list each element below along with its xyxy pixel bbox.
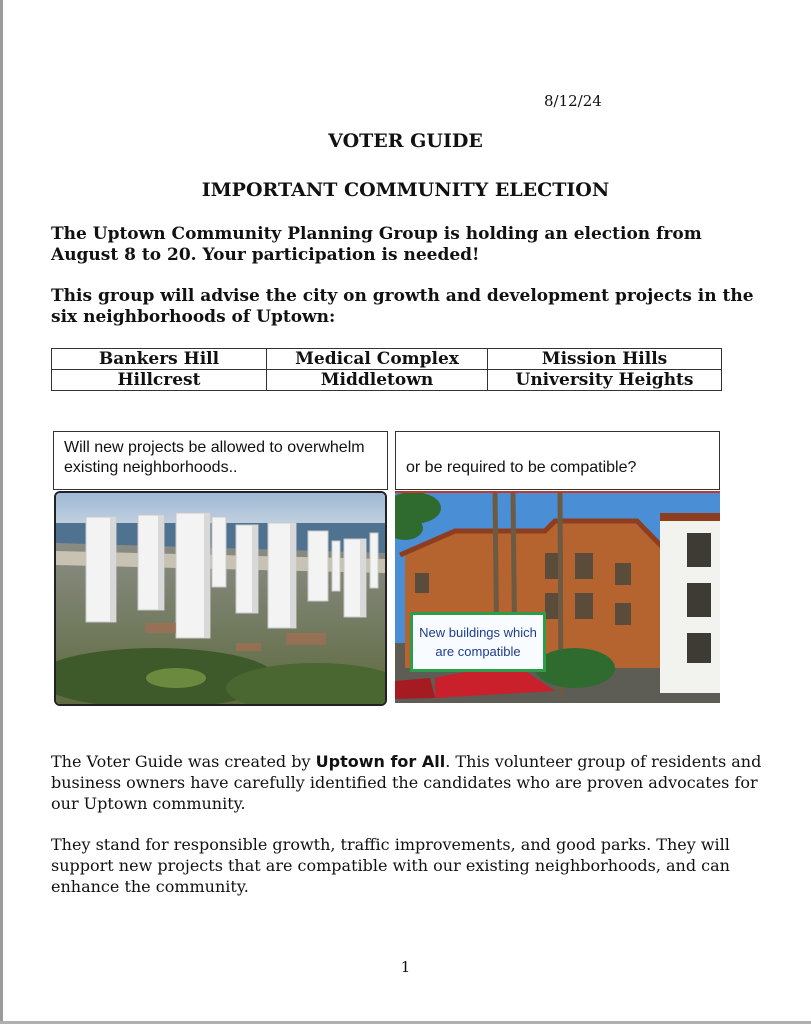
page-edge [0, 0, 3, 1024]
document-date: 8/12/24 [544, 92, 602, 110]
table-cell: Medical Complex [267, 349, 488, 370]
towers-aerial-photo [54, 491, 387, 706]
table-cell: Hillcrest [52, 370, 267, 391]
creator-text-before: The Voter Guide was created by [51, 752, 316, 771]
table-cell: Bankers Hill [52, 349, 267, 370]
page-title: VOTER GUIDE [328, 130, 483, 152]
stance-paragraph: They stand for responsible growth, traffic improvements, and good parks. They will support new projects that are compatible with our existing neighborhoods, and can enhance the community. [51, 835, 730, 896]
table-cell: Middletown [267, 370, 488, 391]
group-name: Uptown for All [315, 752, 446, 771]
table-row [52, 349, 722, 370]
table-row [52, 370, 722, 391]
advise-paragraph: This group will advise the city on growth and development projects in the six neighborhoods of Uptown: [51, 286, 754, 327]
table-cell: Mission Hills [488, 349, 722, 370]
caption-overwhelm: Will new projects be allowed to overwhelm existing neighborhoods.. [53, 431, 388, 490]
compatible-label: New buildings which are compatible [410, 612, 546, 672]
page-number: 1 [400, 958, 411, 976]
neighborhoods-table [51, 348, 722, 391]
intro-paragraph: The Uptown Community Planning Group is holding an election from August 8 to 20. Your participation is needed! [51, 224, 702, 265]
table-cell: University Heights [488, 370, 722, 391]
caption-compatible: or be required to be compatible? [395, 431, 720, 490]
page-subtitle: IMPORTANT COMMUNITY ELECTION [201, 179, 610, 201]
creator-paragraph [51, 751, 771, 814]
creator-text-after: . This volunteer group of residents and business owners have carefully identified the candidates who are proven advocates for our Uptown community. [51, 752, 762, 813]
towers-illustration [56, 493, 385, 704]
